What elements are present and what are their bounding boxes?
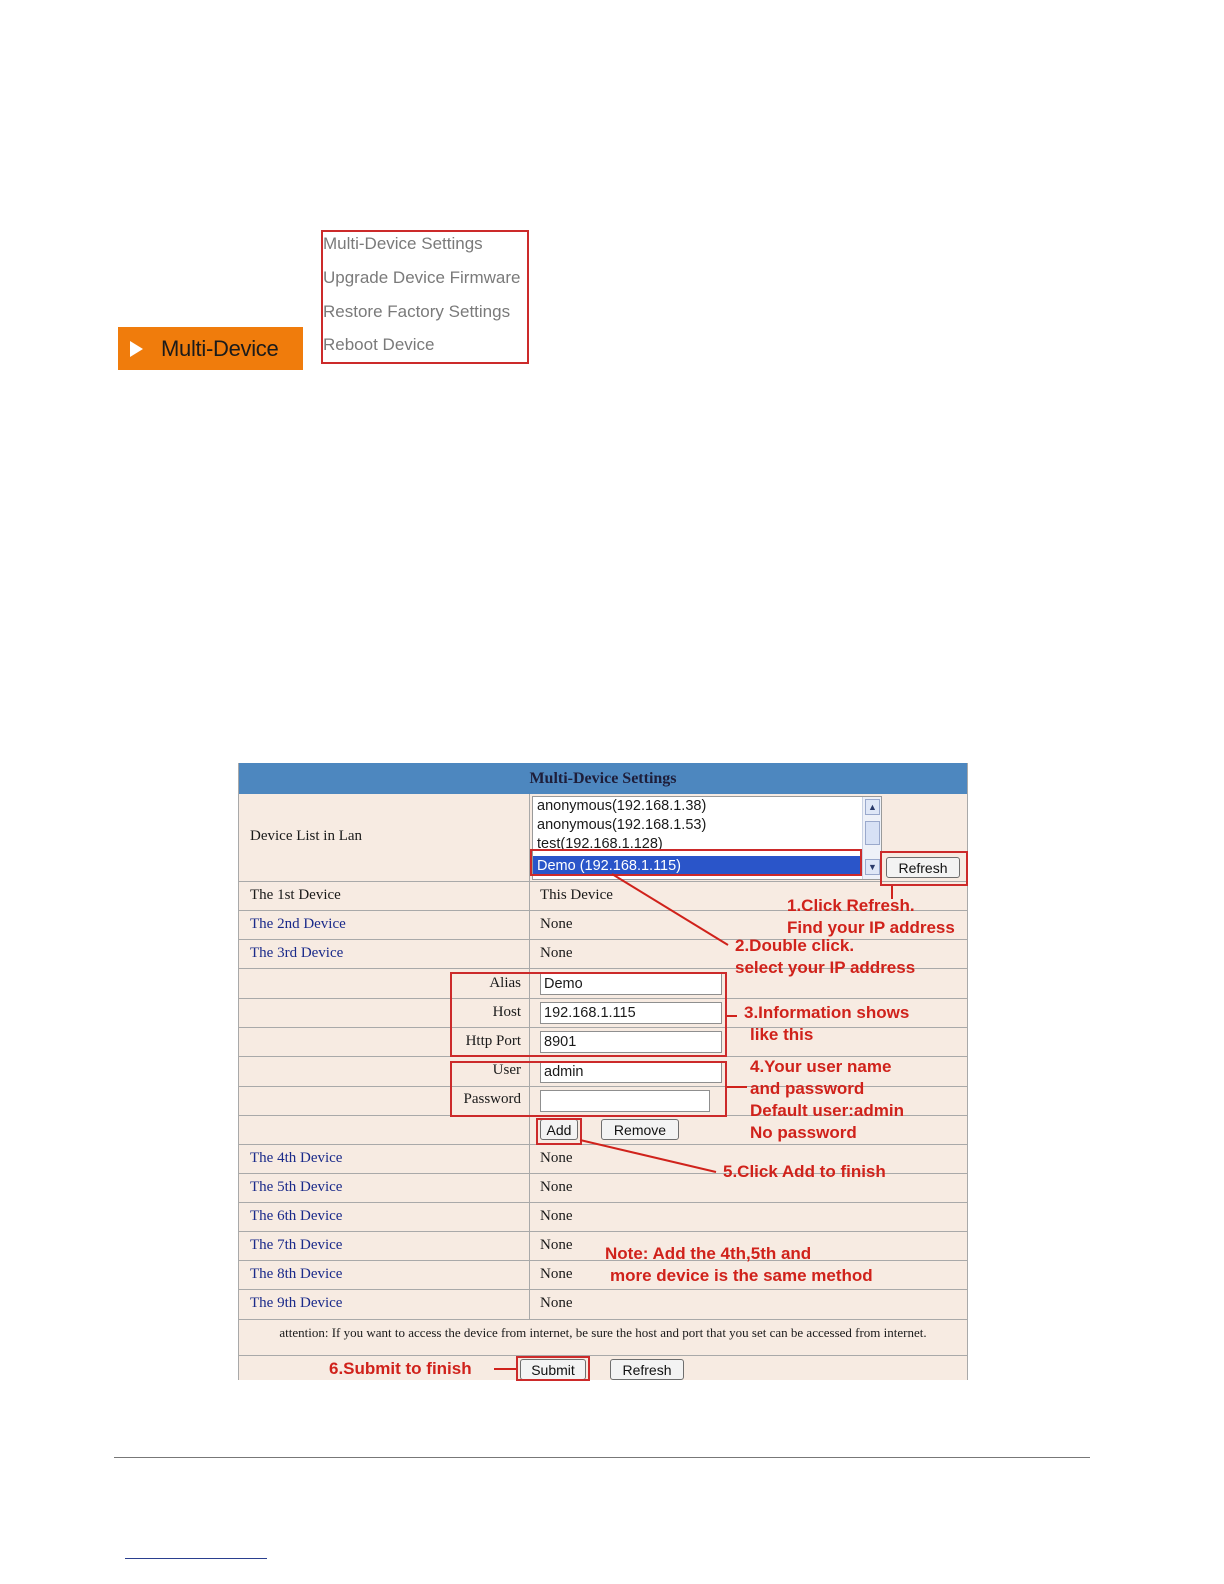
menu-item-reboot-device[interactable]: Reboot Device	[323, 335, 435, 354]
annotation-1-line1: 1.Click Refresh.	[787, 896, 915, 915]
menu-item-restore-factory[interactable]: Restore Factory Settings	[323, 302, 511, 321]
annotation-1-line2: Find your IP address	[787, 918, 955, 937]
device-4-value: None	[540, 1150, 573, 1166]
host-label: Host	[492, 1004, 521, 1020]
annotation-2-line2: select your IP address	[735, 958, 916, 977]
list-item[interactable]: anonymous(192.168.1.38)	[537, 798, 707, 814]
annotation-4-line1: 4.Your user name	[750, 1057, 892, 1076]
refresh-list-button[interactable]: Refresh	[886, 857, 960, 878]
annotation-6: 6.Submit to finish	[329, 1359, 472, 1378]
device-9-value: None	[540, 1295, 573, 1311]
device-3-value: None	[540, 945, 573, 961]
remove-button[interactable]: Remove	[601, 1119, 679, 1140]
password-label: Password	[463, 1091, 521, 1107]
http-port-field[interactable]: 8901	[540, 1031, 722, 1053]
panel-title: Multi-Device Settings	[239, 763, 967, 794]
scroll-down-icon[interactable]: ▼	[865, 859, 880, 875]
note-line2: more device is the same method	[610, 1266, 873, 1285]
footer-link-underline	[125, 1558, 267, 1559]
annotation-4-line3: Default user:admin	[750, 1101, 904, 1120]
alias-field[interactable]: Demo	[540, 973, 722, 995]
device-6-link[interactable]: The 6th Device	[250, 1208, 343, 1224]
list-item[interactable]: anonymous(192.168.1.53)	[537, 817, 707, 833]
list-item-selected[interactable]: Demo (192.168.1.115)	[533, 856, 861, 876]
annotation-4-line4: No password	[750, 1123, 857, 1142]
multi-device-label: Multi-Device	[161, 335, 279, 361]
device-1-label: The 1st Device	[250, 887, 341, 903]
device-9-link[interactable]: The 9th Device	[250, 1295, 343, 1311]
device-5-value: None	[540, 1179, 573, 1195]
annotation-5: 5.Click Add to finish	[723, 1162, 886, 1181]
host-field[interactable]: 192.168.1.115	[540, 1002, 722, 1024]
user-label: User	[492, 1062, 521, 1078]
user-field[interactable]: admin	[540, 1061, 722, 1083]
attention-note: attention: If you want to access the device from internet, be sure the host and port that you set can be accessed from internet.	[279, 1325, 927, 1340]
note-line1: Note: Add the 4th,5th and	[605, 1244, 812, 1263]
annotation-4-line2: and password	[750, 1079, 865, 1098]
annotation-3-line2: like this	[750, 1025, 814, 1044]
device-2-link[interactable]: The 2nd Device	[250, 916, 346, 932]
device-4-link[interactable]: The 4th Device	[250, 1150, 343, 1166]
annotation-2-line1: 2.Double click.	[735, 936, 855, 955]
device-2-value: None	[540, 916, 573, 932]
menu-item-upgrade-firmware[interactable]: Upgrade Device Firmware	[323, 268, 521, 287]
list-item[interactable]: test(192.168.1.128)	[537, 836, 663, 852]
refresh-page-button[interactable]: Refresh	[610, 1359, 684, 1380]
device-8-link[interactable]: The 8th Device	[250, 1266, 343, 1282]
http-port-label: Http Port	[465, 1033, 521, 1049]
device-3-link[interactable]: The 3rd Device	[250, 945, 344, 961]
scroll-up-icon[interactable]: ▲	[865, 799, 880, 815]
menu-item-multi-device-settings[interactable]: Multi-Device Settings	[323, 234, 483, 253]
device-7-link[interactable]: The 7th Device	[250, 1237, 343, 1253]
device-8-value: None	[540, 1266, 573, 1282]
device-5-link[interactable]: The 5th Device	[250, 1179, 343, 1195]
footer-rule	[114, 1457, 1090, 1458]
device-7-value: None	[540, 1237, 573, 1253]
device-6-value: None	[540, 1208, 573, 1224]
device-list-label: Device List in Lan	[250, 828, 363, 844]
submit-button[interactable]: Submit	[520, 1359, 586, 1380]
add-button[interactable]: Add	[540, 1119, 578, 1140]
annotation-3-line1: 3.Information shows	[744, 1003, 910, 1022]
device-1-value: This Device	[540, 887, 613, 903]
alias-label: Alias	[489, 975, 521, 991]
